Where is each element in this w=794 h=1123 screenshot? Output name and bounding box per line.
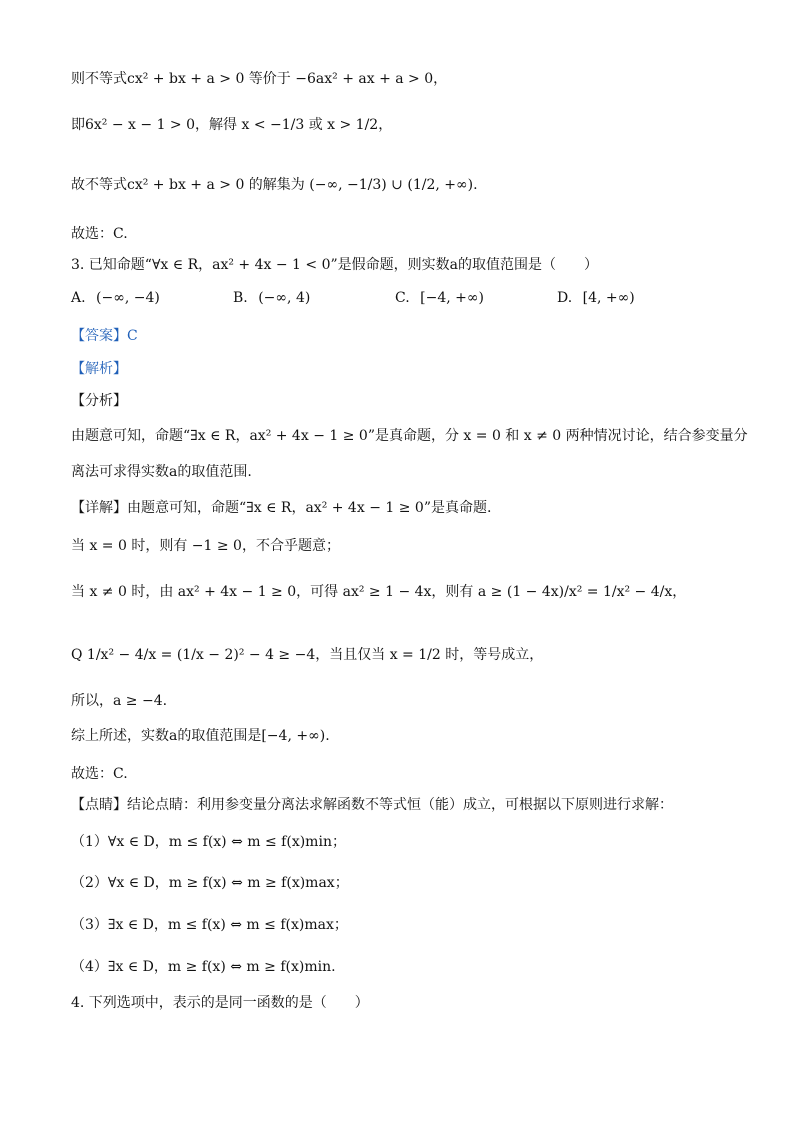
- rule-2: （2）∀x ∈ D，m ≥ f(x) ⇔ m ≥ f(x)max；: [71, 875, 349, 891]
- detail-line-3: 当 x ≠ 0 时，由 ax² + 4x − 1 ≥ 0，可得 ax² ≥ 1 − 4x，则有 a ≥ (1 − 4x)/x² = 1/x² − 4/x，: [71, 584, 687, 600]
- option-d: [557, 289, 635, 307]
- key-point-line: 【点睛】结论点睛：利用参变量分离法求解函数不等式恒（能）成立，可根据以下原则进行求解：: [71, 797, 673, 813]
- option-c: [395, 289, 484, 307]
- line-1: 则不等式cx² + bx + a > 0 等价于 −6ax² + ax + a > 0，: [71, 71, 448, 87]
- line-4: 故选：C.: [71, 226, 128, 242]
- option-b: [233, 289, 310, 307]
- option-a-label: A.: [71, 290, 86, 306]
- analysis-heading: 【分析】: [71, 393, 127, 409]
- option-a: [71, 289, 160, 307]
- option-d-value: [4, +∞): [582, 290, 635, 306]
- analysis-line-2: 离法可求得实数a的取值范围.: [71, 464, 252, 480]
- line-3: 故不等式cx² + bx + a > 0 的解集为 (−∞, −1/3) ∪ (1/2, +∞).: [71, 177, 478, 193]
- detail-line-6: 综上所述，实数a的取值范围是[−4, +∞).: [71, 728, 330, 744]
- detail-line-1: 【详解】由题意可知，命题“∃x ∈ R，ax² + 4x − 1 ≥ 0”是真命题.: [71, 500, 492, 516]
- rule-3: （3）∃x ∈ D，m ≤ f(x) ⇔ m ≤ f(x)max；: [71, 917, 348, 933]
- option-b-label: B.: [233, 290, 248, 306]
- option-a-value: (−∞, −4): [96, 290, 160, 306]
- analysis-line-1: 由题意可知，命题“∃x ∈ R，ax² + 4x − 1 ≥ 0”是真命题，分 x = 0 和 x ≠ 0 两种情况讨论，结合参变量分: [71, 428, 748, 444]
- question-3: 3. 已知命题“∀x ∈ R，ax² + 4x − 1 < 0”是假命题，则实数a的取值范围是（ ）: [71, 257, 598, 273]
- detail-line-7: 故选：C.: [71, 766, 128, 782]
- answer-heading: 【答案】C: [71, 328, 138, 344]
- option-c-label: C.: [395, 290, 410, 306]
- option-d-label: D.: [557, 290, 573, 306]
- line-2: 即6x² − x − 1 > 0，解得 x < −1/3 或 x > 1/2，: [71, 117, 393, 133]
- rule-4: （4）∃x ∈ D，m ≥ f(x) ⇔ m ≥ f(x)min.: [71, 959, 336, 975]
- rule-1: （1）∀x ∈ D，m ≤ f(x) ⇔ m ≤ f(x)min；: [71, 834, 346, 850]
- detail-line-5: 所以，a ≥ −4.: [71, 693, 168, 709]
- detail-line-2: 当 x = 0 时，则有 −1 ≥ 0，不合乎题意；: [71, 538, 340, 554]
- option-c-value: [−4, +∞): [420, 290, 484, 306]
- option-b-value: (−∞, 4): [258, 290, 311, 306]
- detail-line-4: Q 1/x² − 4/x = (1/x − 2)² − 4 ≥ −4，当且仅当 x = 1/2 时，等号成立，: [71, 647, 544, 663]
- explanation-heading: 【解析】: [71, 361, 127, 377]
- question-4: 4. 下列选项中，表示的是同一函数的是（ ）: [71, 995, 369, 1011]
